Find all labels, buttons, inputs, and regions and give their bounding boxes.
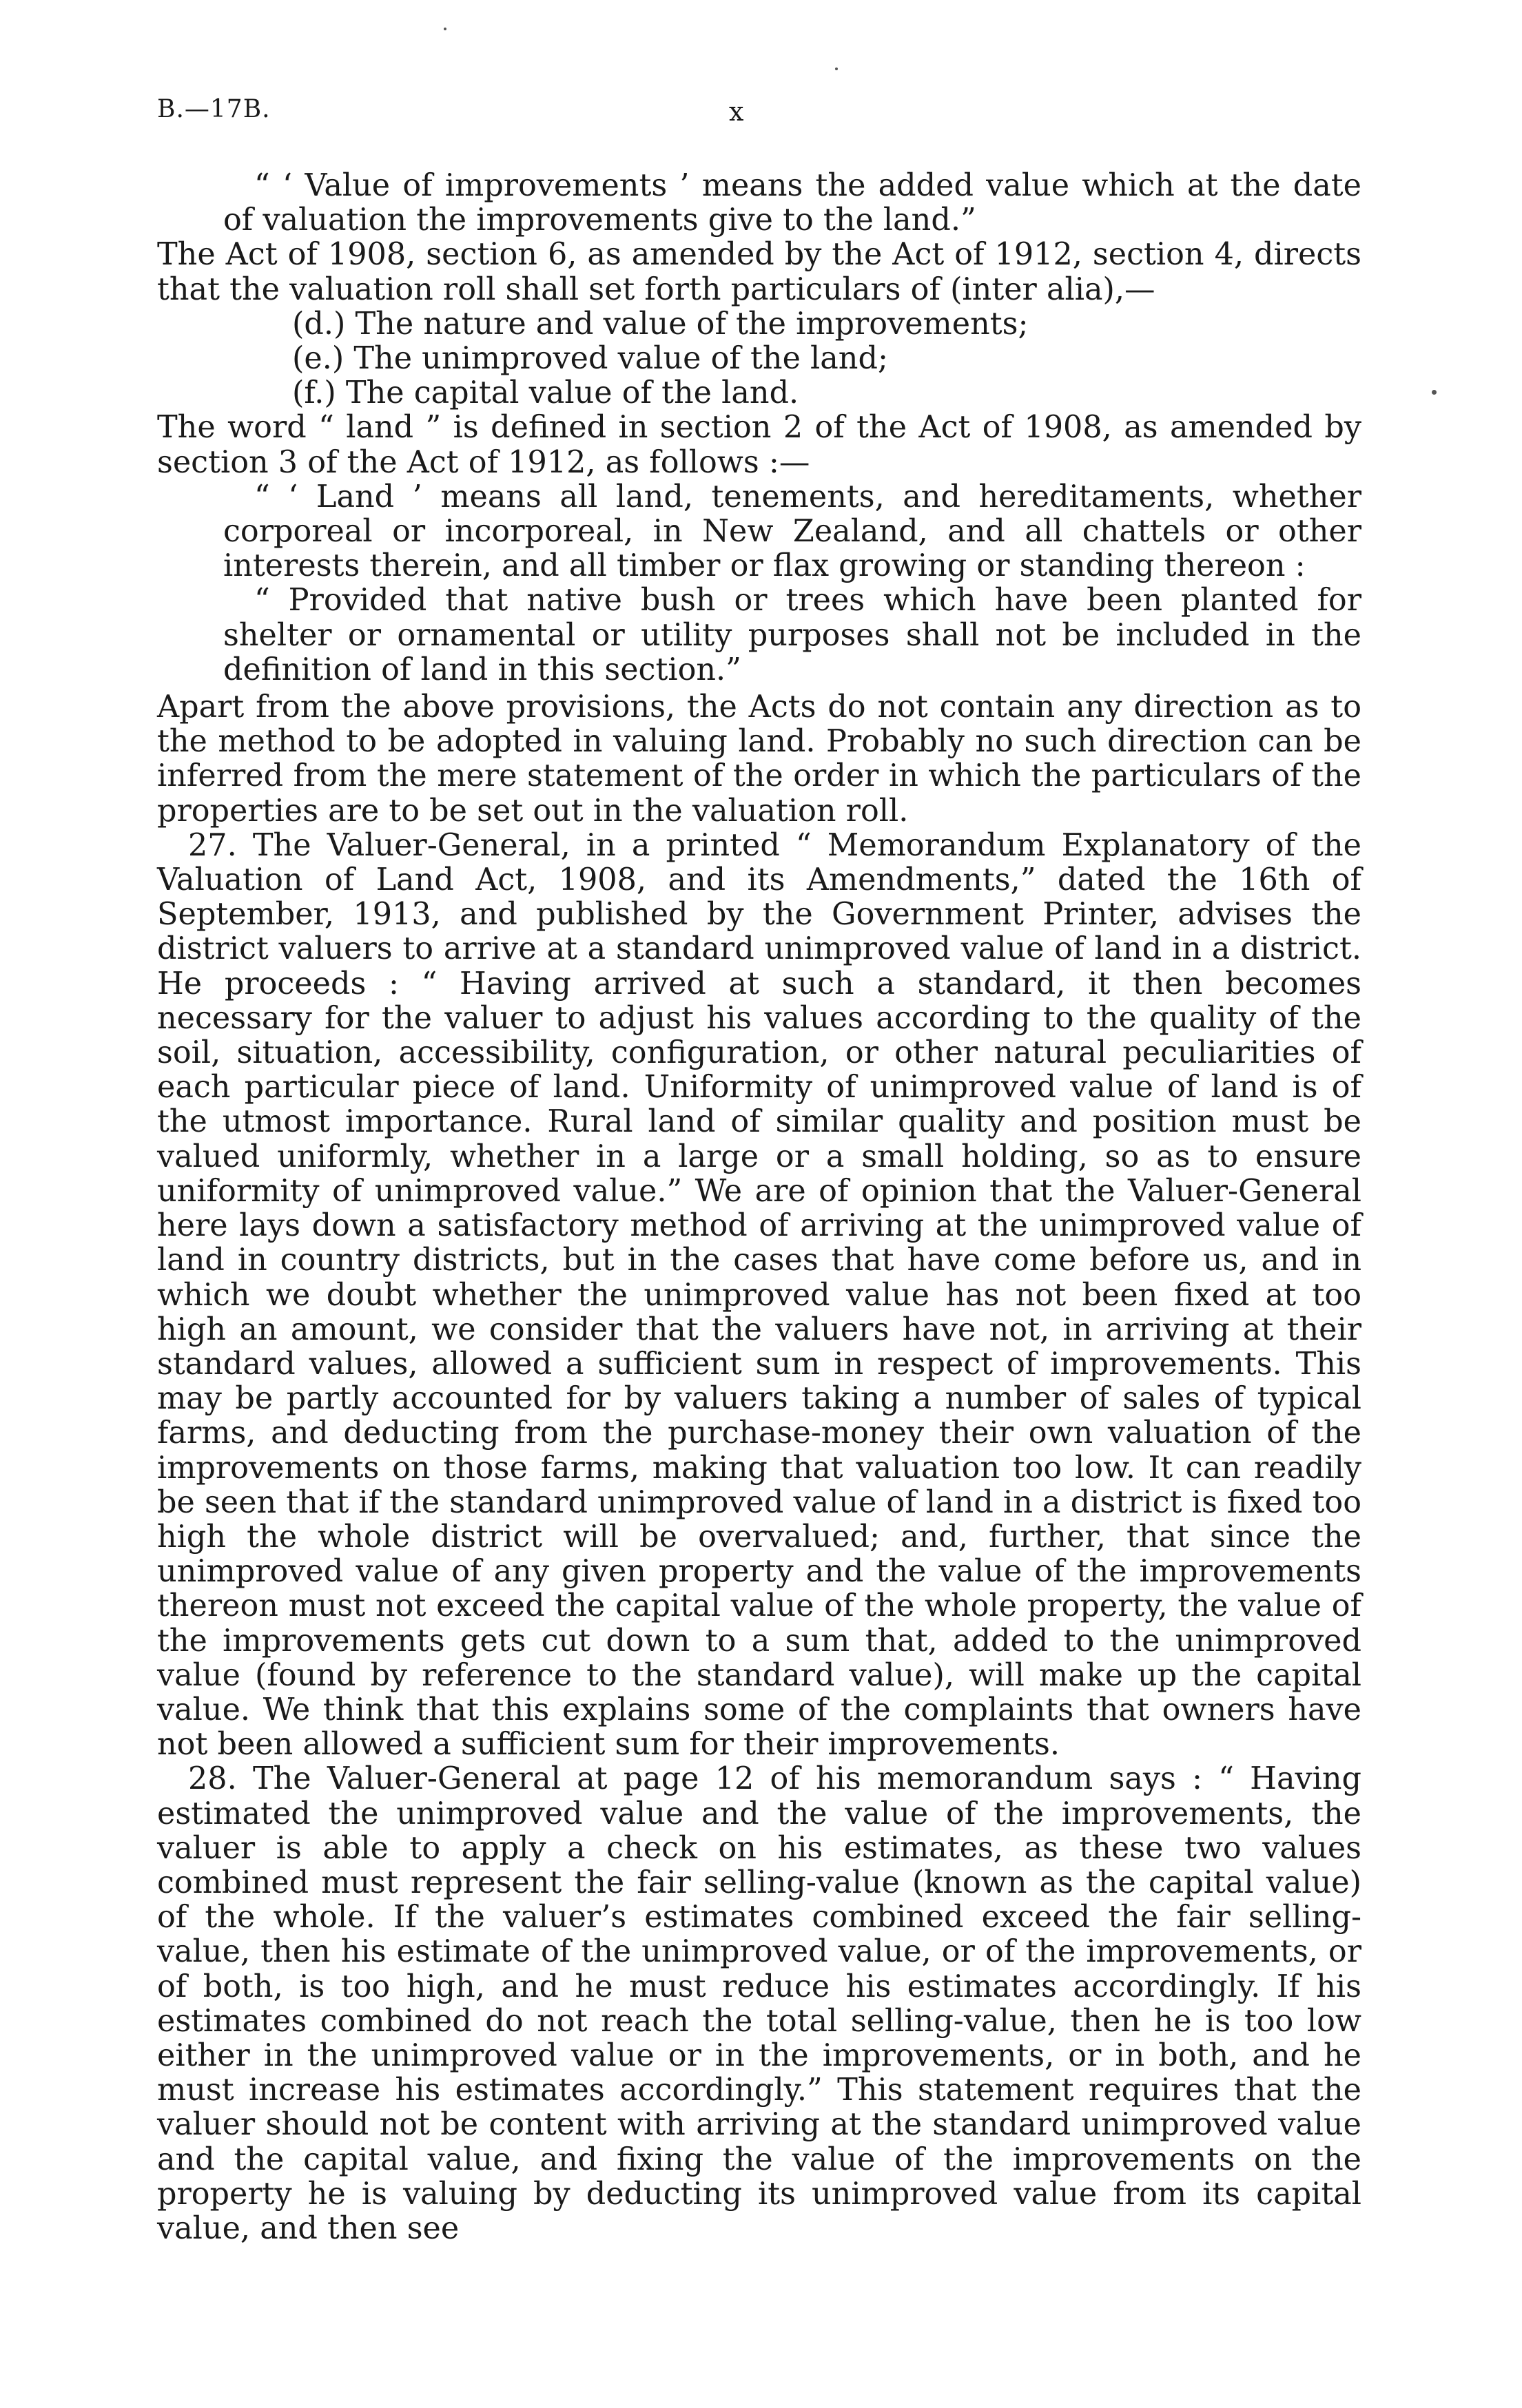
body-text bbox=[157, 169, 1361, 2246]
document-reference: B.—17B. bbox=[157, 95, 271, 123]
scan-speck bbox=[1432, 390, 1437, 395]
paragraph-apart-from: Apart from the above provisions, the Acts do not contain any direction as to the method to be adopted in valuing land. Probably no such direction can be inferred from the mere statement of the order in which the particulars of the properties are to be set out in the valuation roll. bbox=[157, 689, 1361, 829]
quoted-proviso: “ Provided that native bush or trees which have been planted for shelter or ornamental or utility purposes shall not be included in the definition of land in this section.” bbox=[223, 583, 1361, 687]
list-item-d: (d.) The nature and value of the improvements; bbox=[292, 306, 1029, 342]
quoted-definition-improvements: “ ‘ Value of improvements ’ means the added value which at the date of valuation the improvements give to the land.” bbox=[223, 168, 1361, 238]
paragraph-28: 28. The Valuer-General at page 12 of his memorandum says : “ Having estimated the unimproved value and the value of the improvements, the valuer is able to apply a check on his estimates, as these two values combined must represent the fair selling-value (known as the capital value) of the whole. If the valuer’s estimates combined exceed the fair selling-value, then his estimate of the unimproved value, or of the improvements, or of both, is too high, and he must reduce his estimates accordingly. If his estimates combined do not reach the total selling-value, then he is too low either in the unimproved value or in the improvements, or in both, and he must increase his estimates accordingly.” This statement requires that the valuer should not be content with arriving at the standard unimproved value and the capital value, and fixing the value of the improvements on the property he is valuing by deducting its unimproved value from its capital value, and then see bbox=[157, 1761, 1361, 2246]
list-item-f: (f.) The capital value of the land. bbox=[292, 375, 799, 411]
scan-speck bbox=[444, 28, 446, 30]
paragraph-27: 27. The Valuer-General, in a printed “ Memorandum Explanatory of the Valuation of Land Act, 1908, and its Amendments,” dated the 16th of September, 1913, and published by the Government Printer, advises the district valuers to arrive at a standard unimproved value of land in a district. He proceeds : “ Having arrived at such a standard, it then becomes necessary for the valuer to adjust his values according to the quality of the soil, situation, accessibility, configuration, or other natural peculiarities of each particular piece of land. Uniformity of unimproved value of land is of the utmost importance. Rural land of similar quality and position must be valued uniformly, whether in a large or a small holding, so as to ensure uniformity of unimproved value.” We are of opinion that the Valuer-General here lays down a satisfactory method of arriving at the unimproved value of land in country districts, but in the cases that have come before us, and in which we doubt whether the unimproved value has not been fixed at too high an amount, we consider that the valuers have not, in arriving at their standard values, allowed a sufficient sum in respect of improvements. This may be partly accounted for by valuers taking a number of sales of typical farms, and deducting from the purchase-money their own valuation of the improvements on those farms, making that valuation too low. It can readily be seen that if the standard unimproved value of land in a district is fixed too high the whole district will be overvalued; and, further, that since the unimproved value of any given property and the value of the improvements thereon must not exceed the capital value of the whole property, the value of the improvements gets cut down to a sum that, added to the unimproved value (found by reference to the standard value), will make up the capital value. We think that this explains some of the complaints that owners have not been allowed a sufficient sum for their improvements. bbox=[157, 827, 1362, 1763]
paragraph-land-definition: The word “ land ” is defined in section 2 of the Act of 1908, as amended by section 3 of the Act of 1912, as follows :— bbox=[157, 410, 1361, 480]
scan-speck bbox=[835, 68, 838, 70]
page-number: x bbox=[729, 96, 744, 127]
quoted-definition-land: “ ‘ Land ’ means all land, tenements, and hereditaments, whether corporeal or incorporeal, in New Zealand, and all chattels or other interests therein, and all timber or flax growing or standing thereon : bbox=[223, 479, 1361, 584]
list-item-e: (e.) The unimproved value of the land; bbox=[292, 341, 888, 377]
paragraph-valuation-roll: The Act of 1908, section 6, as amended by the Act of 1912, section 4, directs that the valuation roll shall set forth particulars of (inter alia),— bbox=[157, 237, 1361, 307]
